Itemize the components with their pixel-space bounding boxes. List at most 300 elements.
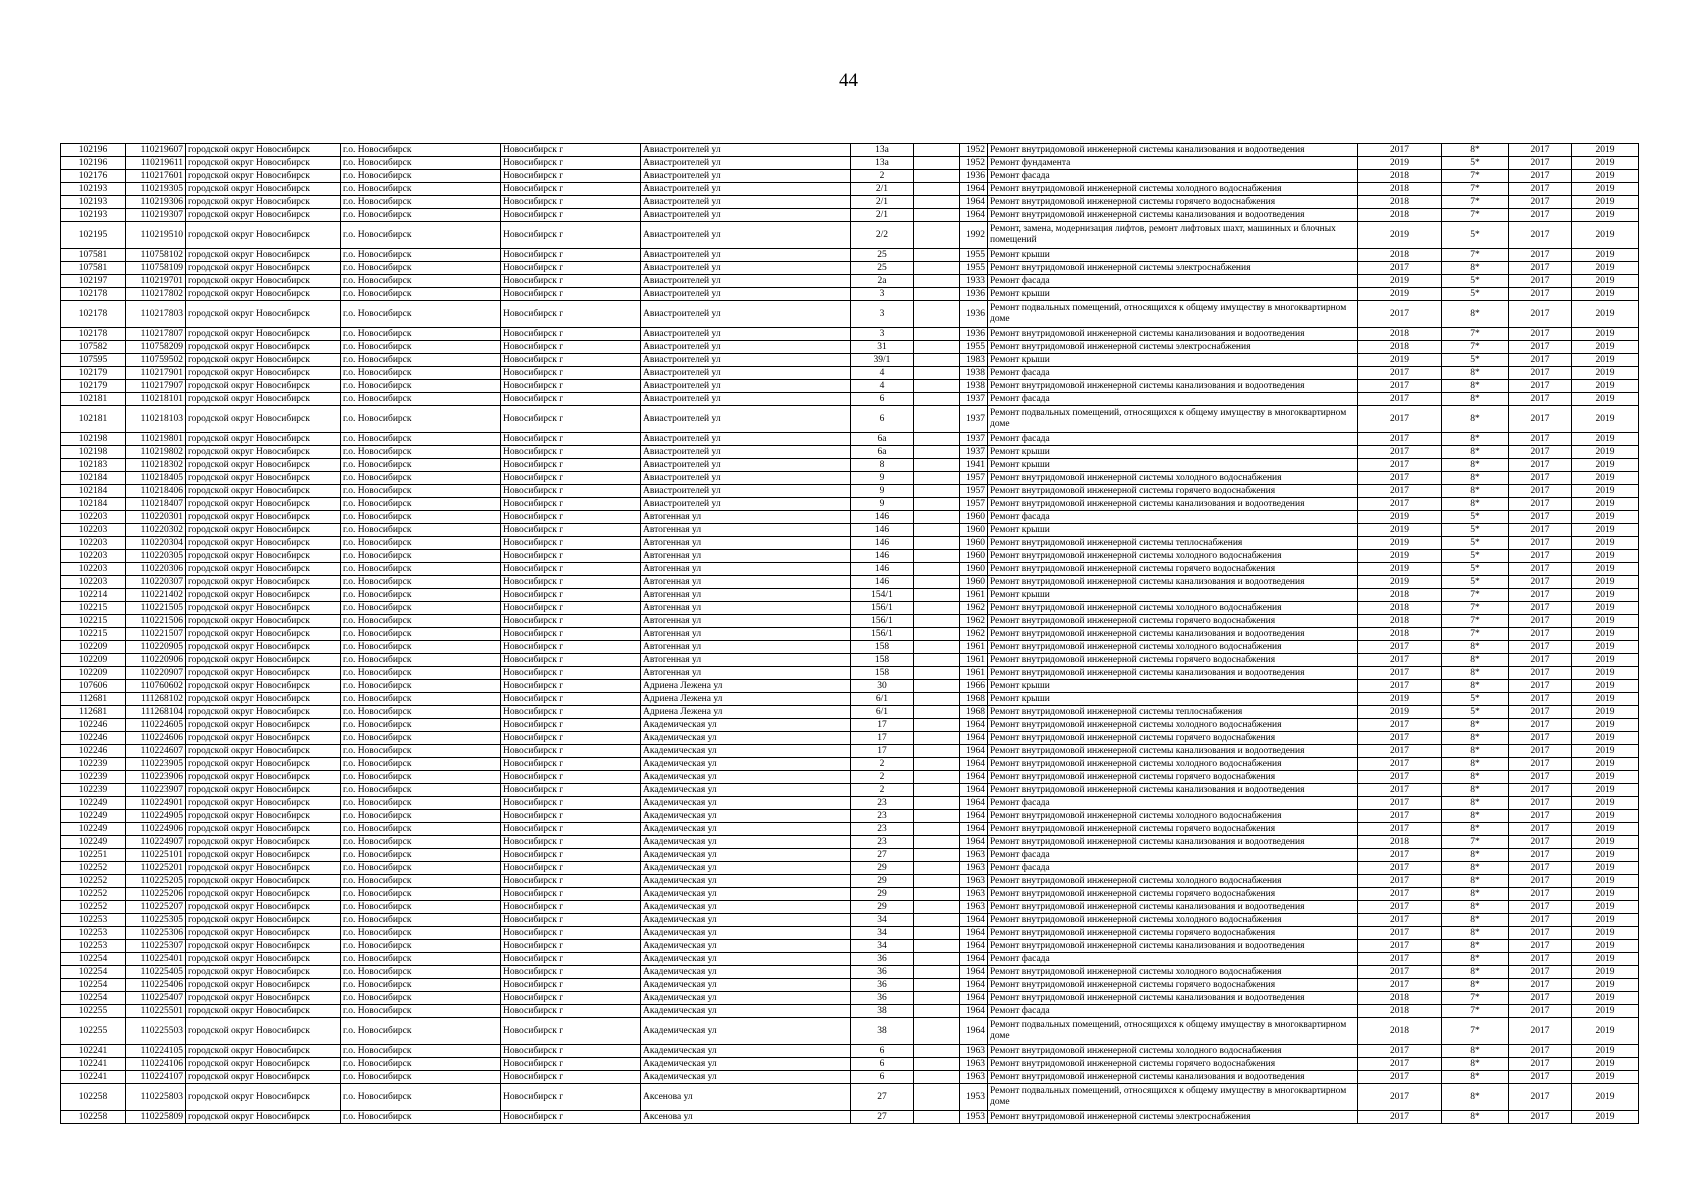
cell-period-end: 2019 [1572, 979, 1639, 992]
cell-municipal-district: городской округ Новосибирск [186, 341, 341, 354]
cell-city-district: г.о. Новосибирск [341, 498, 501, 511]
table-row [61, 209, 1639, 222]
cell-city-district: г.о. Новосибирск [341, 745, 501, 758]
cell-municipal-district: городской округ Новосибирск [186, 849, 341, 862]
cell-city-district: г.о. Новосибирск [341, 485, 501, 498]
cell-house-number: 9 [851, 485, 914, 498]
cell-building [914, 563, 960, 576]
cell-street: Авиастроителей ул [641, 170, 851, 183]
cell-municipal-district: городской округ Новосибирск [186, 706, 341, 719]
cell-priority: 8* [1442, 367, 1509, 380]
cell-period-end: 2019 [1572, 849, 1639, 862]
cell-work-id: 111268104 [126, 706, 186, 719]
cell-house-id: 102253 [61, 940, 126, 953]
cell-planned-year: 2017 [1358, 875, 1442, 888]
cell-priority: 5* [1442, 537, 1509, 550]
cell-commission-year: 1964 [960, 745, 988, 758]
cell-locality: Новосибирск г [501, 784, 641, 797]
cell-city-district: г.о. Новосибирск [341, 183, 501, 196]
cell-house-id: 102249 [61, 836, 126, 849]
cell-period-start: 2017 [1509, 992, 1572, 1005]
cell-locality: Новосибирск г [501, 693, 641, 706]
cell-house-number: 156/1 [851, 615, 914, 628]
cell-period-start: 2017 [1509, 953, 1572, 966]
cell-work-type: Ремонт фасада [988, 433, 1358, 446]
cell-work-id: 110224901 [126, 797, 186, 810]
cell-work-id: 110225205 [126, 875, 186, 888]
cell-municipal-district: городской округ Новосибирск [186, 784, 341, 797]
cell-period-start: 2017 [1509, 563, 1572, 576]
cell-house-id: 102198 [61, 446, 126, 459]
cell-period-end: 2019 [1572, 862, 1639, 875]
cell-municipal-district: городской округ Новосибирск [186, 537, 341, 550]
cell-work-id: 110220905 [126, 641, 186, 654]
table-row [61, 927, 1639, 940]
cell-commission-year: 1961 [960, 641, 988, 654]
cell-house-number: 2 [851, 771, 914, 784]
cell-municipal-district: городской округ Новосибирск [186, 667, 341, 680]
cell-locality: Новосибирск г [501, 301, 641, 328]
cell-city-district: г.о. Новосибирск [341, 706, 501, 719]
cell-building [914, 836, 960, 849]
table-row [61, 693, 1639, 706]
cell-planned-year: 2019 [1358, 693, 1442, 706]
cell-work-id: 110225305 [126, 914, 186, 927]
cell-priority: 7* [1442, 615, 1509, 628]
cell-planned-year: 2017 [1358, 367, 1442, 380]
cell-house-id: 102178 [61, 288, 126, 301]
cell-priority: 7* [1442, 183, 1509, 196]
cell-house-id: 102197 [61, 275, 126, 288]
cell-planned-year: 2017 [1358, 667, 1442, 680]
cell-work-id: 110225307 [126, 940, 186, 953]
cell-city-district: г.о. Новосибирск [341, 563, 501, 576]
cell-work-id: 110221507 [126, 628, 186, 641]
cell-priority: 8* [1442, 940, 1509, 953]
cell-work-type: Ремонт крыши [988, 249, 1358, 262]
cell-street: Автогенная ул [641, 576, 851, 589]
table-row [61, 823, 1639, 836]
cell-municipal-district: городской округ Новосибирск [186, 563, 341, 576]
cell-street: Авиастроителей ул [641, 183, 851, 196]
cell-locality: Новосибирск г [501, 628, 641, 641]
cell-planned-year: 2018 [1358, 602, 1442, 615]
table-row [61, 511, 1639, 524]
table-row [61, 222, 1639, 249]
cell-street: Академическая ул [641, 784, 851, 797]
cell-work-id: 110225501 [126, 1005, 186, 1018]
cell-city-district: г.о. Новосибирск [341, 262, 501, 275]
cell-work-type: Ремонт фасада [988, 862, 1358, 875]
cell-work-id: 110218406 [126, 485, 186, 498]
cell-municipal-district: городской округ Новосибирск [186, 823, 341, 836]
cell-building [914, 1058, 960, 1071]
cell-period-end: 2019 [1572, 222, 1639, 249]
cell-work-type: Ремонт внутридомовой инженерной системы горячего водоснабжения [988, 1058, 1358, 1071]
cell-street: Автогенная ул [641, 628, 851, 641]
cell-locality: Новосибирск г [501, 485, 641, 498]
cell-building [914, 170, 960, 183]
cell-municipal-district: городской округ Новосибирск [186, 380, 341, 393]
cell-street: Авиастроителей ул [641, 485, 851, 498]
cell-house-id: 102203 [61, 524, 126, 537]
cell-priority: 8* [1442, 823, 1509, 836]
cell-commission-year: 1952 [960, 144, 988, 157]
cell-building [914, 485, 960, 498]
cell-locality: Новосибирск г [501, 1005, 641, 1018]
cell-locality: Новосибирск г [501, 875, 641, 888]
cell-building [914, 537, 960, 550]
cell-period-end: 2019 [1572, 550, 1639, 563]
cell-work-id: 110218302 [126, 459, 186, 472]
cell-house-number: 6 [851, 1071, 914, 1084]
cell-commission-year: 1936 [960, 170, 988, 183]
cell-work-id: 110220302 [126, 524, 186, 537]
cell-street: Авиастроителей ул [641, 498, 851, 511]
cell-building [914, 144, 960, 157]
cell-building [914, 784, 960, 797]
cell-street: Авиастроителей ул [641, 446, 851, 459]
cell-building [914, 472, 960, 485]
cell-street: Авиастроителей ул [641, 380, 851, 393]
cell-period-start: 2017 [1509, 940, 1572, 953]
cell-work-type: Ремонт внутридомовой инженерной системы электроснабжения [988, 262, 1358, 275]
cell-work-id: 110220306 [126, 563, 186, 576]
cell-house-id: 102254 [61, 966, 126, 979]
cell-period-start: 2017 [1509, 602, 1572, 615]
cell-house-id: 102195 [61, 222, 126, 249]
cell-municipal-district: городской округ Новосибирск [186, 1018, 341, 1045]
cell-municipal-district: городской округ Новосибирск [186, 459, 341, 472]
cell-municipal-district: городской округ Новосибирск [186, 992, 341, 1005]
cell-city-district: г.о. Новосибирск [341, 784, 501, 797]
cell-work-type: Ремонт внутридомовой инженерной системы электроснабжения [988, 341, 1358, 354]
cell-city-district: г.о. Новосибирск [341, 341, 501, 354]
cell-period-start: 2017 [1509, 927, 1572, 940]
cell-municipal-district: городской округ Новосибирск [186, 979, 341, 992]
cell-period-end: 2019 [1572, 249, 1639, 262]
cell-locality: Новосибирск г [501, 797, 641, 810]
cell-municipal-district: городской округ Новосибирск [186, 406, 341, 433]
cell-priority: 8* [1442, 498, 1509, 511]
table-row [61, 1071, 1639, 1084]
cell-work-id: 110759502 [126, 354, 186, 367]
cell-municipal-district: городской округ Новосибирск [186, 914, 341, 927]
cell-period-start: 2017 [1509, 966, 1572, 979]
cell-priority: 8* [1442, 485, 1509, 498]
cell-house-id: 102203 [61, 550, 126, 563]
cell-priority: 7* [1442, 1005, 1509, 1018]
cell-city-district: г.о. Новосибирск [341, 301, 501, 328]
cell-work-id: 110220907 [126, 667, 186, 680]
cell-period-end: 2019 [1572, 367, 1639, 380]
cell-locality: Новосибирск г [501, 537, 641, 550]
cell-work-id: 110225406 [126, 979, 186, 992]
cell-commission-year: 1941 [960, 459, 988, 472]
cell-house-id: 102252 [61, 901, 126, 914]
cell-priority: 8* [1442, 680, 1509, 693]
cell-commission-year: 1964 [960, 183, 988, 196]
cell-period-start: 2017 [1509, 1084, 1572, 1111]
cell-period-end: 2019 [1572, 771, 1639, 784]
cell-locality: Новосибирск г [501, 706, 641, 719]
table-row [61, 732, 1639, 745]
cell-building [914, 667, 960, 680]
cell-work-type: Ремонт внутридомовой инженерной системы канализования и водоотведения [988, 901, 1358, 914]
cell-priority: 5* [1442, 275, 1509, 288]
cell-work-type: Ремонт внутридомовой инженерной системы горячего водоснабжения [988, 615, 1358, 628]
cell-house-id: 102179 [61, 367, 126, 380]
cell-priority: 8* [1442, 901, 1509, 914]
table-row [61, 1005, 1639, 1018]
cell-house-id: 102215 [61, 615, 126, 628]
cell-planned-year: 2017 [1358, 849, 1442, 862]
cell-period-start: 2017 [1509, 537, 1572, 550]
cell-house-number: 36 [851, 966, 914, 979]
cell-work-id: 110217802 [126, 288, 186, 301]
cell-priority: 8* [1442, 1045, 1509, 1058]
cell-work-type: Ремонт фасада [988, 1005, 1358, 1018]
cell-work-type: Ремонт крыши [988, 524, 1358, 537]
cell-period-end: 2019 [1572, 745, 1639, 758]
cell-period-start: 2017 [1509, 262, 1572, 275]
cell-work-type: Ремонт внутридомовой инженерной системы горячего водоснабжения [988, 654, 1358, 667]
cell-period-end: 2019 [1572, 680, 1639, 693]
cell-city-district: г.о. Новосибирск [341, 797, 501, 810]
cell-period-start: 2017 [1509, 914, 1572, 927]
cell-city-district: г.о. Новосибирск [341, 667, 501, 680]
cell-building [914, 393, 960, 406]
cell-work-type: Ремонт внутридомовой инженерной системы холодного водоснабжения [988, 875, 1358, 888]
cell-street: Аксенова ул [641, 1084, 851, 1111]
cell-work-type: Ремонт внутридомовой инженерной системы холодного водоснабжения [988, 472, 1358, 485]
cell-period-end: 2019 [1572, 183, 1639, 196]
cell-priority: 8* [1442, 393, 1509, 406]
cell-priority: 8* [1442, 1058, 1509, 1071]
cell-city-district: г.о. Новосибирск [341, 537, 501, 550]
cell-street: Авиастроителей ул [641, 301, 851, 328]
cell-building [914, 367, 960, 380]
cell-period-start: 2017 [1509, 524, 1572, 537]
cell-street: Адриена Лежена ул [641, 693, 851, 706]
cell-municipal-district: городской округ Новосибирск [186, 1045, 341, 1058]
cell-work-type: Ремонт фасада [988, 797, 1358, 810]
cell-house-number: 156/1 [851, 628, 914, 641]
cell-commission-year: 1953 [960, 1084, 988, 1111]
cell-planned-year: 2018 [1358, 1018, 1442, 1045]
cell-priority: 8* [1442, 667, 1509, 680]
cell-period-start: 2017 [1509, 459, 1572, 472]
cell-house-id: 102246 [61, 719, 126, 732]
table-row [61, 524, 1639, 537]
cell-work-type: Ремонт внутридомовой инженерной системы холодного водоснабжения [988, 183, 1358, 196]
cell-house-number: 6/1 [851, 693, 914, 706]
cell-street: Академическая ул [641, 992, 851, 1005]
cell-street: Авиастроителей ул [641, 288, 851, 301]
cell-planned-year: 2018 [1358, 183, 1442, 196]
cell-planned-year: 2019 [1358, 275, 1442, 288]
cell-work-id: 110217807 [126, 328, 186, 341]
cell-priority: 7* [1442, 1018, 1509, 1045]
cell-period-start: 2017 [1509, 157, 1572, 170]
cell-house-number: 29 [851, 888, 914, 901]
cell-municipal-district: городской округ Новосибирск [186, 680, 341, 693]
cell-locality: Новосибирск г [501, 1111, 641, 1124]
cell-planned-year: 2017 [1358, 784, 1442, 797]
cell-locality: Новосибирск г [501, 654, 641, 667]
cell-period-end: 2019 [1572, 1111, 1639, 1124]
cell-period-end: 2019 [1572, 485, 1639, 498]
cell-work-type: Ремонт внутридомовой инженерной системы холодного водоснабжения [988, 758, 1358, 771]
cell-commission-year: 1983 [960, 354, 988, 367]
cell-period-start: 2017 [1509, 615, 1572, 628]
cell-period-start: 2017 [1509, 875, 1572, 888]
cell-commission-year: 1937 [960, 446, 988, 459]
table-row [61, 875, 1639, 888]
cell-period-end: 2019 [1572, 953, 1639, 966]
cell-commission-year: 1964 [960, 719, 988, 732]
cell-street: Авиастроителей ул [641, 472, 851, 485]
cell-house-id: 112681 [61, 693, 126, 706]
cell-house-number: 17 [851, 732, 914, 745]
cell-building [914, 446, 960, 459]
cell-work-type: Ремонт внутридомовой инженерной системы канализования и водоотведения [988, 784, 1358, 797]
cell-work-type: Ремонт внутридомовой инженерной системы канализования и водоотведения [988, 836, 1358, 849]
cell-priority: 5* [1442, 157, 1509, 170]
cell-period-end: 2019 [1572, 341, 1639, 354]
cell-house-number: 2 [851, 758, 914, 771]
cell-city-district: г.о. Новосибирск [341, 393, 501, 406]
cell-period-start: 2017 [1509, 979, 1572, 992]
cell-period-start: 2017 [1509, 1111, 1572, 1124]
cell-work-id: 110217803 [126, 301, 186, 328]
cell-house-id: 102254 [61, 953, 126, 966]
cell-street: Академическая ул [641, 914, 851, 927]
cell-commission-year: 1963 [960, 862, 988, 875]
cell-work-id: 110221505 [126, 602, 186, 615]
cell-priority: 8* [1442, 758, 1509, 771]
cell-house-id: 102179 [61, 380, 126, 393]
cell-work-type: Ремонт внутридомовой инженерной системы горячего водоснабжения [988, 196, 1358, 209]
cell-house-number: 23 [851, 823, 914, 836]
cell-commission-year: 1961 [960, 654, 988, 667]
cell-municipal-district: городской округ Новосибирск [186, 393, 341, 406]
cell-commission-year: 1960 [960, 537, 988, 550]
cell-city-district: г.о. Новосибирск [341, 170, 501, 183]
cell-planned-year: 2019 [1358, 354, 1442, 367]
cell-municipal-district: городской округ Новосибирск [186, 209, 341, 222]
cell-house-id: 102253 [61, 927, 126, 940]
cell-municipal-district: городской округ Новосибирск [186, 446, 341, 459]
cell-building [914, 1018, 960, 1045]
cell-planned-year: 2018 [1358, 628, 1442, 641]
cell-house-id: 102196 [61, 144, 126, 157]
cell-building [914, 1071, 960, 1084]
cell-street: Академическая ул [641, 1071, 851, 1084]
cell-house-number: 146 [851, 550, 914, 563]
cell-building [914, 209, 960, 222]
cell-period-end: 2019 [1572, 288, 1639, 301]
cell-period-start: 2017 [1509, 797, 1572, 810]
cell-city-district: г.о. Новосибирск [341, 693, 501, 706]
cell-planned-year: 2017 [1358, 641, 1442, 654]
cell-priority: 8* [1442, 433, 1509, 446]
cell-building [914, 550, 960, 563]
cell-period-end: 2019 [1572, 966, 1639, 979]
cell-commission-year: 1968 [960, 706, 988, 719]
table-body [61, 144, 1639, 1124]
cell-work-id: 110225101 [126, 849, 186, 862]
cell-planned-year: 2017 [1358, 1111, 1442, 1124]
cell-priority: 5* [1442, 576, 1509, 589]
cell-planned-year: 2019 [1358, 288, 1442, 301]
cell-house-number: 3 [851, 288, 914, 301]
cell-period-end: 2019 [1572, 196, 1639, 209]
cell-period-start: 2017 [1509, 576, 1572, 589]
cell-municipal-district: городской округ Новосибирск [186, 602, 341, 615]
cell-work-id: 110220301 [126, 511, 186, 524]
cell-work-id: 110223906 [126, 771, 186, 784]
cell-street: Академическая ул [641, 758, 851, 771]
cell-municipal-district: городской округ Новосибирск [186, 354, 341, 367]
cell-city-district: г.о. Новосибирск [341, 641, 501, 654]
cell-period-end: 2019 [1572, 615, 1639, 628]
cell-period-end: 2019 [1572, 524, 1639, 537]
cell-city-district: г.о. Новосибирск [341, 1111, 501, 1124]
cell-house-number: 2 [851, 170, 914, 183]
cell-city-district: г.о. Новосибирск [341, 940, 501, 953]
cell-planned-year: 2018 [1358, 992, 1442, 1005]
cell-priority: 8* [1442, 1071, 1509, 1084]
cell-planned-year: 2017 [1358, 144, 1442, 157]
cell-building [914, 992, 960, 1005]
cell-work-id: 110225207 [126, 901, 186, 914]
cell-building [914, 196, 960, 209]
cell-house-id: 102254 [61, 992, 126, 1005]
cell-period-end: 2019 [1572, 354, 1639, 367]
cell-planned-year: 2017 [1358, 862, 1442, 875]
cell-city-district: г.о. Новосибирск [341, 550, 501, 563]
table-row [61, 784, 1639, 797]
table-row [61, 1084, 1639, 1111]
cell-city-district: г.о. Новосибирск [341, 654, 501, 667]
cell-work-id: 110220304 [126, 537, 186, 550]
cell-house-number: 27 [851, 1084, 914, 1111]
cell-period-start: 2017 [1509, 328, 1572, 341]
cell-house-id: 102209 [61, 654, 126, 667]
cell-city-district: г.о. Новосибирск [341, 275, 501, 288]
cell-house-id: 102178 [61, 301, 126, 328]
cell-locality: Новосибирск г [501, 262, 641, 275]
cell-locality: Новосибирск г [501, 979, 641, 992]
cell-locality: Новосибирск г [501, 901, 641, 914]
cell-municipal-district: городской округ Новосибирск [186, 249, 341, 262]
cell-house-number: 6 [851, 406, 914, 433]
cell-period-start: 2017 [1509, 654, 1572, 667]
cell-period-end: 2019 [1572, 576, 1639, 589]
cell-commission-year: 1964 [960, 823, 988, 836]
cell-work-type: Ремонт внутридомовой инженерной системы теплоснабжения [988, 537, 1358, 550]
table-row [61, 758, 1639, 771]
cell-locality: Новосибирск г [501, 940, 641, 953]
cell-house-id: 102239 [61, 758, 126, 771]
cell-municipal-district: городской округ Новосибирск [186, 940, 341, 953]
cell-municipal-district: городской округ Новосибирск [186, 157, 341, 170]
cell-commission-year: 1955 [960, 341, 988, 354]
cell-work-type: Ремонт фасада [988, 511, 1358, 524]
cell-house-number: 34 [851, 940, 914, 953]
cell-period-end: 2019 [1572, 693, 1639, 706]
